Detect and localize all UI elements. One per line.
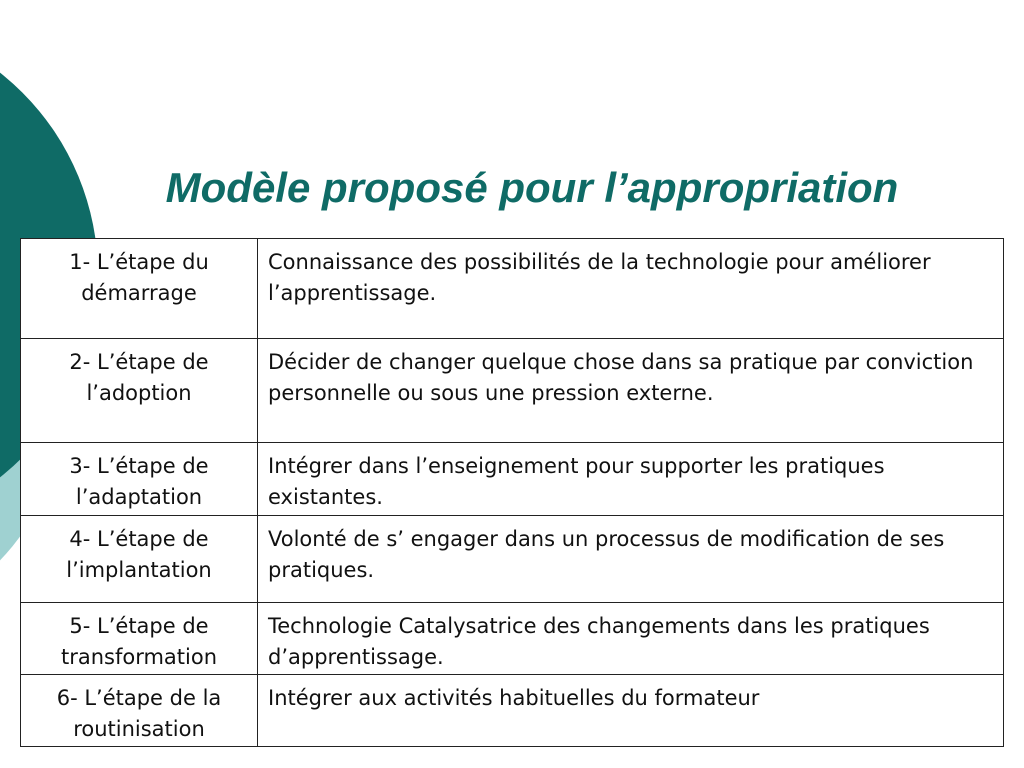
slide-title: Modèle proposé pour l’appropriation — [165, 164, 899, 211]
description-cell: Intégrer aux activités habituelles du formateur — [258, 675, 1004, 747]
stage-cell: 2- L’étape de l’adoption — [21, 339, 258, 443]
stage-cell: 6- L’étape de la routinisation — [21, 675, 258, 747]
description-cell: Connaissance des possibilités de la technologie pour améliorer l’apprentissage. — [258, 239, 1004, 339]
table-row — [21, 443, 1004, 516]
table-row — [21, 675, 1004, 747]
table-row — [21, 339, 1004, 443]
stage-cell: 1- L’étape du démarrage — [21, 239, 258, 339]
appropriation-stages-table — [20, 238, 1004, 747]
description-cell: Décider de changer quelque chose dans sa pratique par conviction personnelle ou sous une pression externe. — [258, 339, 1004, 443]
stage-cell: 3- L’étape de l’adaptation — [21, 443, 258, 516]
table-row — [21, 239, 1004, 339]
table-row — [21, 603, 1004, 675]
table-row — [21, 516, 1004, 603]
stage-cell: 5- L’étape de transformation — [21, 603, 258, 675]
description-cell: Volonté de s’ engager dans un processus de modification de ses pratiques. — [258, 516, 1004, 603]
description-cell: Intégrer dans l’enseignement pour supporter les pratiques existantes. — [258, 443, 1004, 516]
description-cell: Technologie Catalysatrice des changements dans les pratiques d’apprentissage. — [258, 603, 1004, 675]
stage-cell: 4- L’étape de l’implantation — [21, 516, 258, 603]
